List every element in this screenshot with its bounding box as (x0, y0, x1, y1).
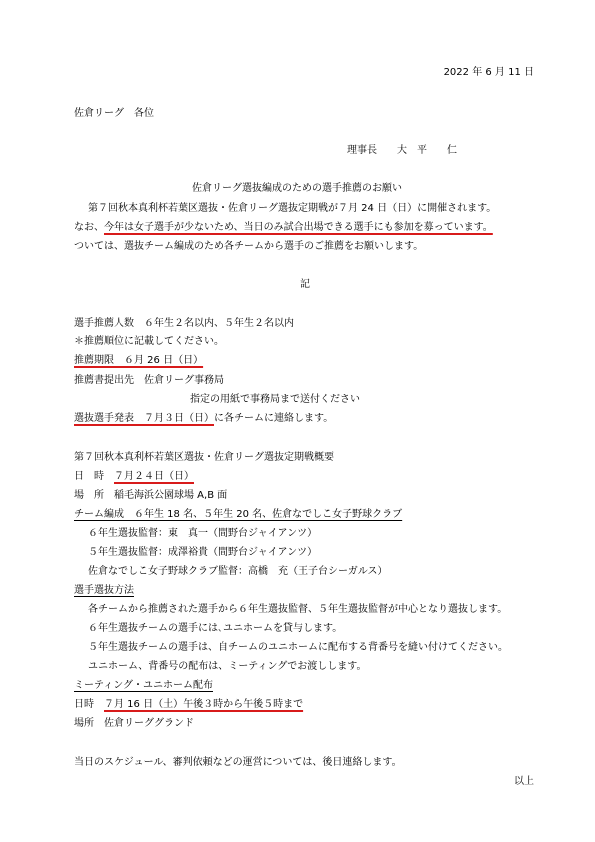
selection-line-4: ユニホーム、背番号の配布は、ミーティングでお渡しします。 (88, 661, 367, 672)
recommend-submit-note: 指定の用紙で事務局まで送付ください (190, 394, 360, 405)
intro-highlight: 今年は女子選手が少ないため、当日のみ試合出場できる選手にも参加を募っています。 (104, 222, 493, 233)
announce-highlight: 選抜選手発表 ７月３日（日） (74, 413, 214, 424)
overview-date-value: ７月２４日（日） (114, 471, 194, 482)
end-mark: 以上 (514, 776, 534, 787)
announce-rest: に各チームに連絡します。 (214, 413, 334, 424)
recipient: 佐倉リーグ 各位 (74, 108, 154, 119)
sender: 理事長 大 平 仁 (347, 145, 457, 156)
overview-date-label: 日 時 (74, 471, 114, 482)
subject: 佐倉リーグ選抜編成のための選手推薦のお願い (192, 183, 402, 194)
overview-coach-6: ６年生選抜監督：東 真一（間野台ジャイアンツ） (88, 528, 318, 539)
recommend-deadline: 推薦期限 ６月 26 日（日） (74, 355, 204, 366)
recommend-submit-to: 推薦書提出先 佐倉リーグ事務局 (74, 375, 224, 386)
intro-line-2 (74, 222, 493, 234)
selection-line-2: ６年生選抜チームの選手には､ユニホームを貸与します。 (88, 623, 343, 634)
overview-date (74, 471, 194, 483)
selection-title: 選手選抜方法 (74, 585, 134, 596)
overview-team: チーム編成 ６年生 18 名、５年生 20 名、佐倉なでしこ女子野球クラブ (74, 509, 403, 520)
selection-line-3: ５年生選抜チームの選手は、自チームのユニホームに配布する背番号を縫い付けてください。 (88, 642, 508, 653)
overview-place: 場 所 稲毛海浜公園球場 A,B 面 (74, 490, 228, 501)
closing-note: 当日のスケジュール、審判依頼などの運営については、後日連絡します。 (74, 757, 402, 768)
date: 2022 年 6 月 11 日 (443, 67, 534, 78)
selection-line-1: 各チームから推薦された選手から６年生選抜監督、５年生選抜監督が中心となり選抜します。 (88, 604, 508, 615)
meeting-time (74, 699, 303, 711)
intro-line-2-prefix: なお、 (74, 222, 104, 233)
meeting-place: 場所 佐倉リーググランド (74, 718, 194, 729)
meeting-title: ミーティング・ユニホーム配布 (74, 680, 213, 691)
meeting-time-value: ７月 16 日（土）午後３時から午後５時まで (104, 699, 304, 710)
meeting-time-label: 日時 (74, 699, 104, 710)
overview-title: 第７回秋本真利杯若葉区選抜・佐倉リーグ選抜定期戦概要 (74, 452, 334, 463)
ki-heading: 記 (300, 279, 310, 290)
overview-coach-girls: 佐倉なでしこ女子野球クラブ監督：高橋 充（王子台シーガルス） (88, 566, 388, 577)
recommend-note: ＊推薦順位に記載してください。 (74, 336, 224, 347)
intro-line-3: ついては、選抜チーム編成のため各チームから選手のご推薦をお願いします。 (74, 241, 424, 252)
intro-line-1: 第７回秋本真利杯若葉区選抜・佐倉リーグ選抜定期戦が７月 24 日（日）に開催されます。 (88, 203, 497, 214)
recommend-announce (74, 413, 333, 425)
overview-coach-5: ５年生選抜監督：成澤裕貴（間野台ジャイアンツ） (88, 547, 318, 558)
recommend-count: 選手推薦人数 ６年生２名以内、５年生２名以内 (74, 318, 294, 329)
